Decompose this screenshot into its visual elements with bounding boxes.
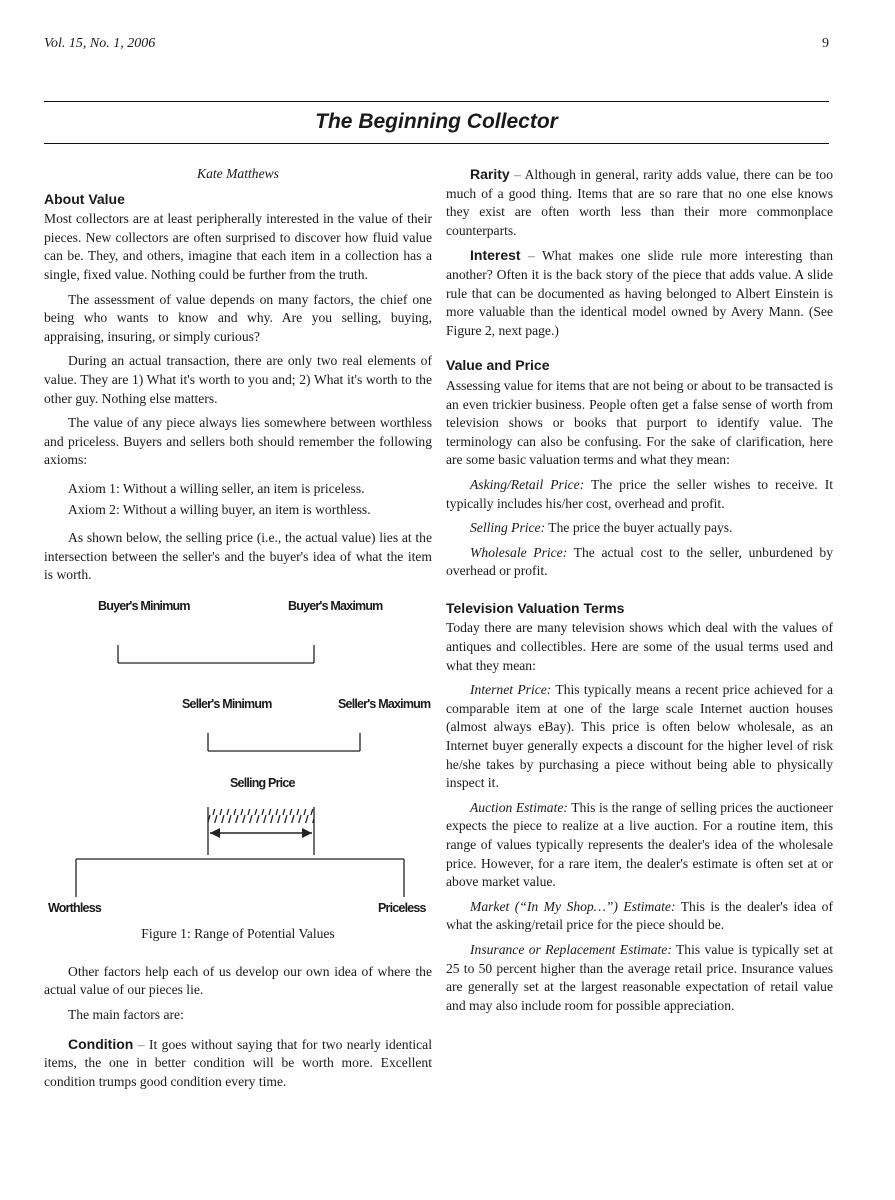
axiom-2: Axiom 2: Without a willing buyer, an item is worthless. (68, 501, 371, 517)
heading-value-and-price: Value and Price (446, 357, 550, 374)
priceless-label: Priceless (378, 900, 426, 915)
paragraph: During an actual transaction, there are only two real elements of value. They are 1) What it's worth to you and; 2) What it's worth to the other guy. Nothing else matters. (44, 353, 432, 406)
market-text: This is the dealer's idea of what the asking/retail price for the piece should be. (446, 898, 833, 933)
paragraph: The assessment of value depends on many factors, the chief one being who wants to know and why. Are you selling, buying, appraising, insuring, or simply curious? (44, 291, 432, 344)
bottom-rule (44, 143, 829, 144)
market-paragraph (446, 898, 833, 935)
value-scale-bar (76, 859, 404, 897)
author: Kate Matthews (197, 166, 279, 181)
paragraph: Today there are many television shows which deal with the values of antiques and collectibles. Here are some of the usual terms used and what they mean: (446, 620, 833, 673)
left-column (44, 165, 432, 1097)
buyers-minimum-label: Buyer's Minimum (98, 598, 190, 613)
asking-paragraph (446, 476, 833, 513)
paragraph: The main factors are: (68, 1007, 184, 1023)
market-term: Market (“In My Shop…”) Estimate: (470, 898, 676, 914)
paragraph: Other factors help each of us develop our own idea of where the actual value of our pieces lie. (44, 963, 432, 998)
paragraph: Assessing value for items that are not being or about to be transacted is an even trickier business. People often get a false sense of worth from television shows or books that purport to identify value. The terminology can also be confusing. For the sake of clarification, here are some basic valuation terms and what they mean: (446, 377, 833, 468)
rarity-paragraph: Rarity – Although in general, rarity adds value, there can be too much of a good thing. Items that are so rare that no one else knows they exist are often worth less than their more commonplace counterparts. (446, 166, 834, 238)
article-title: The Beginning Collector (315, 110, 558, 133)
selling-text: The price the buyer actually pays. (548, 520, 733, 536)
selling-price-label: Selling Price (230, 775, 295, 790)
auction-text: This is the range of selling prices the auctioneer expects the piece to realize at a live auction. For a routine item, this range of values typically represents the dealer's idea of the wholesale price. However, for a rare item, the dealer's estimate is often set at or above market value. (446, 799, 833, 890)
wholesale-paragraph (446, 544, 833, 581)
condition-paragraph: Condition – It goes without saying that for two nearly identical items, the one in better condition will be worth more. Excellent condition trumps good condition every time. (44, 1035, 432, 1089)
axiom-1: Axiom 1: Without a willing seller, an item is priceless. (68, 480, 365, 496)
page-number: 9 (822, 36, 829, 51)
value-range-diagram (44, 591, 432, 921)
asking-text: The price the seller wishes to receive. It typically includes his/her cost, overhead and profit. (446, 476, 834, 511)
insurance-paragraph (446, 941, 833, 1015)
seller-range-bracket (208, 733, 360, 751)
auction-term: Auction Estimate: (470, 799, 568, 815)
insurance-term: Insurance or Replacement Estimate: (470, 941, 672, 957)
paragraph: Most collectors are at least peripherally interested in the value of their pieces. New collectors are often surprised to discover how fluid value can be. They, and others, imagine that each item in a collection has a single, fixed value. Nothing could be further from the truth. (44, 211, 432, 282)
buyer-range-bracket (118, 645, 314, 663)
sellers-maximum-label: Seller's Maximum (338, 696, 431, 711)
heading-television-valuation: Television Valuation Terms (446, 599, 625, 616)
auction-paragraph (446, 799, 833, 892)
right-column (446, 165, 833, 1021)
sellers-minimum-label: Seller's Minimum (182, 696, 272, 711)
heading-about-value: About Value (44, 190, 125, 207)
interest-paragraph: Interest – What makes one slide rule more interesting than another? Often it is the back story of the piece that adds value. A slide rule that can be documented as having belonged to Albert Einstein is more valuable than the identical model owned by Avery Mann. (See Figure 2, next page.) (446, 247, 834, 338)
interest-text: What makes one slide rule more interesting than another? Often it is the back story of the piece that adds value. A slide rule that can be documented as having belonged to Albert Einstein is more valuable than the identical model owned by Avery Mann. (See Figure 2, next page.) (446, 248, 834, 338)
wholesale-text: The actual cost to the seller, unburdened by overhead or profit. (446, 544, 833, 579)
paragraph: The value of any piece always lies somewhere between worthless and priceless. Buyers and sellers both should remember the following axioms: (44, 415, 432, 468)
volume-info: Vol. 15, No. 1, 2006 (44, 36, 156, 51)
rarity-term: Rarity (470, 166, 510, 182)
worthless-label: Worthless (48, 900, 101, 915)
figure-value-range (44, 591, 432, 953)
condition-term: Condition (68, 1035, 134, 1052)
selling-price-range (208, 807, 314, 855)
internet-paragraph (446, 681, 833, 793)
paragraph: As shown below, the selling price (i.e., the actual value) lies at the intersection between the seller's and the buyer's idea of what the item is worth. (44, 530, 432, 583)
asking-term: Asking/Retail Price: (470, 476, 585, 492)
rarity-text: Although in general, rarity adds value, there can be too much of a good thing. Items that are so rare that no one else knows they exist are often worth less than their more commonplace counterparts. (446, 167, 834, 238)
selling-paragraph (446, 519, 833, 538)
insurance-text: This value is typically set at 25 to 50 percent higher than the average retail price. Insurance values are generally set at the largest reasonable expectation of retail value and may also include room for possible appreciation. (446, 941, 833, 1013)
buyers-maximum-label: Buyer's Maximum (288, 598, 383, 613)
selling-term: Selling Price: (470, 520, 546, 536)
figure-caption: Figure 1: Range of Potential Values (141, 925, 335, 941)
top-rule (44, 101, 829, 102)
internet-term: Internet Price: (470, 682, 552, 698)
condition-text: It goes without saying that for two nearly identical items, the one in better condition will be worth more. Excellent condition trumps good condition every time. (44, 1036, 432, 1089)
internet-text: This typically means a recent price achieved for a comparable item at one of the large scale Internet auction houses (almost always eBay). This price is often below wholesale, as an Internet buyer generally expects a discount for the higher level of risk he/she takes by purchasing a piece without being able to physically inspect it. (446, 682, 833, 791)
wholesale-term: Wholesale Price: (470, 544, 568, 560)
interest-term: Interest (470, 247, 521, 264)
